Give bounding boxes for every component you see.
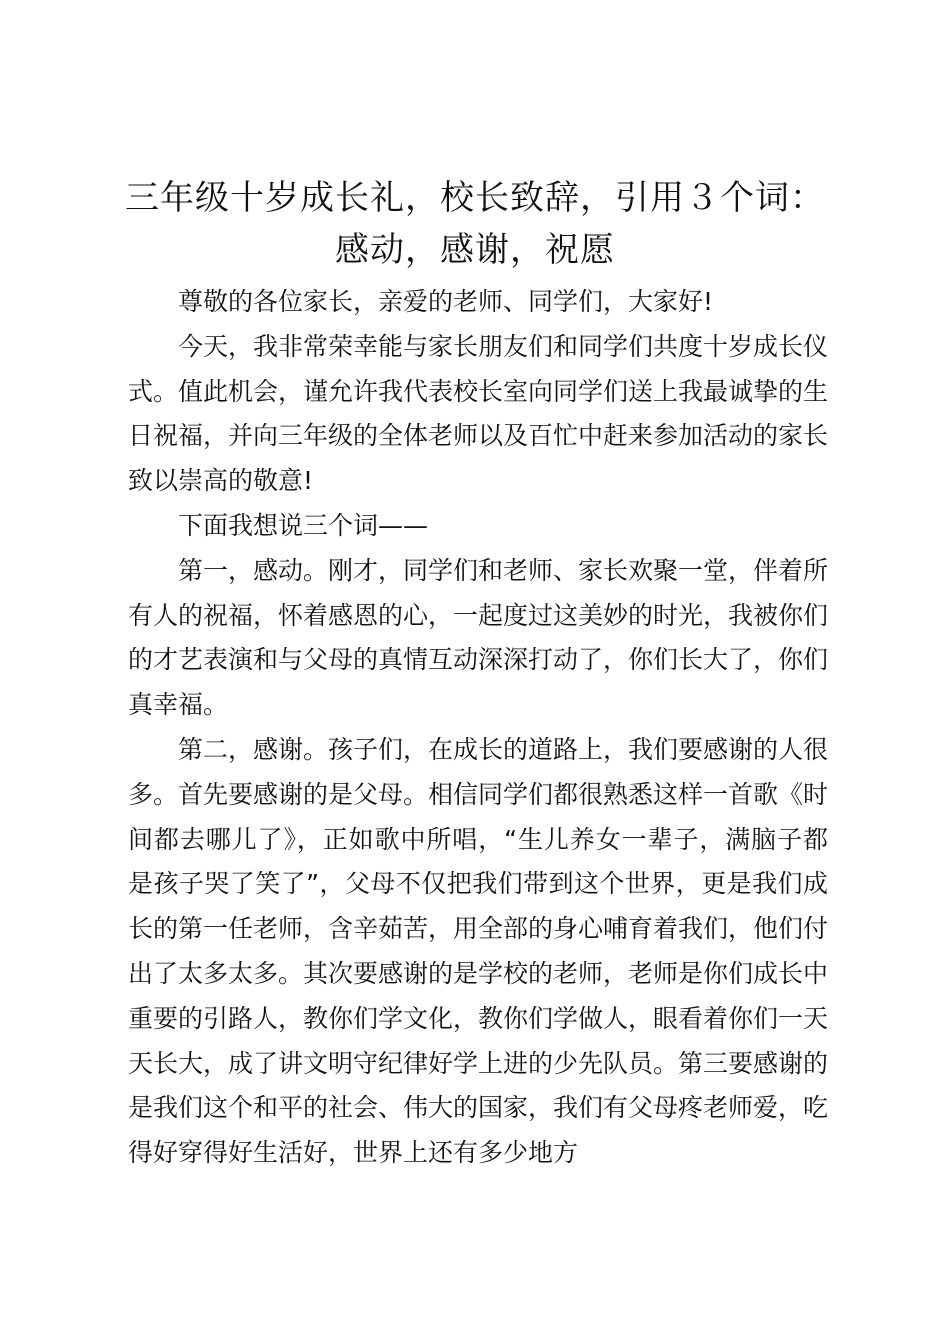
title-line-1: 三年级十岁成长礼，校长致辞，引用３个词： — [125, 178, 825, 218]
paragraph-second-thanks: 第二，感谢。孩子们，在成长的道路上，我们要感谢的人很多。首先要感谢的是父母。相信同学们都很熟悉这样一首歌《时间都去哪儿了》，正如歌中所唱，“生儿养女一辈子，满脑子都是孩子哭了笑了”，父母不仅把我们带到这个世界，更是我们成长的第一任老师，含辛茹苦，用全部的身心哺育着我们，他们付出了太多太多。其次要感谢的是学校的老师，老师是你们成长中重要的引路人，教你们学文化，教你们学做人，眼看着你们一天天长大，成了讲文明守纪律好学上进的少先队员。第三要感谢的是我们这个和平的社会、伟大的国家，我们有父母疼老师爱，吃得好穿得好生活好，世界上还有多少地方 — [128, 734, 829, 1168]
title-line-2: 感动，感谢，祝愿 — [335, 230, 615, 270]
paragraph-three-words: 下面我想说三个词—— — [178, 510, 429, 540]
paragraph-greeting: 尊敬的各位家长，亲爱的老师、同学们，大家好! — [178, 287, 714, 316]
document-body — [128, 280, 828, 1176]
paragraph-first-moved: 第一，感动。刚才，同学们和老师、家长欢聚一堂，伴着所有人的祝福，怀着感恩的心，一起度过这美妙的时光，我被你们的才艺表演和与父母的真情互动深深打动了，你们长大了，你们真幸福。 — [128, 555, 829, 720]
document-title — [100, 172, 850, 276]
paragraph-intro: 今天，我非常荣幸能与家长朋友们和同学们共度十岁成长仪式。值此机会，谨允许我代表校长室向同学们送上我最诚挚的生日祝福，并向三年级的全体老师以及百忙中赶来参加活动的家长致以崇高的敬意! — [128, 331, 829, 496]
